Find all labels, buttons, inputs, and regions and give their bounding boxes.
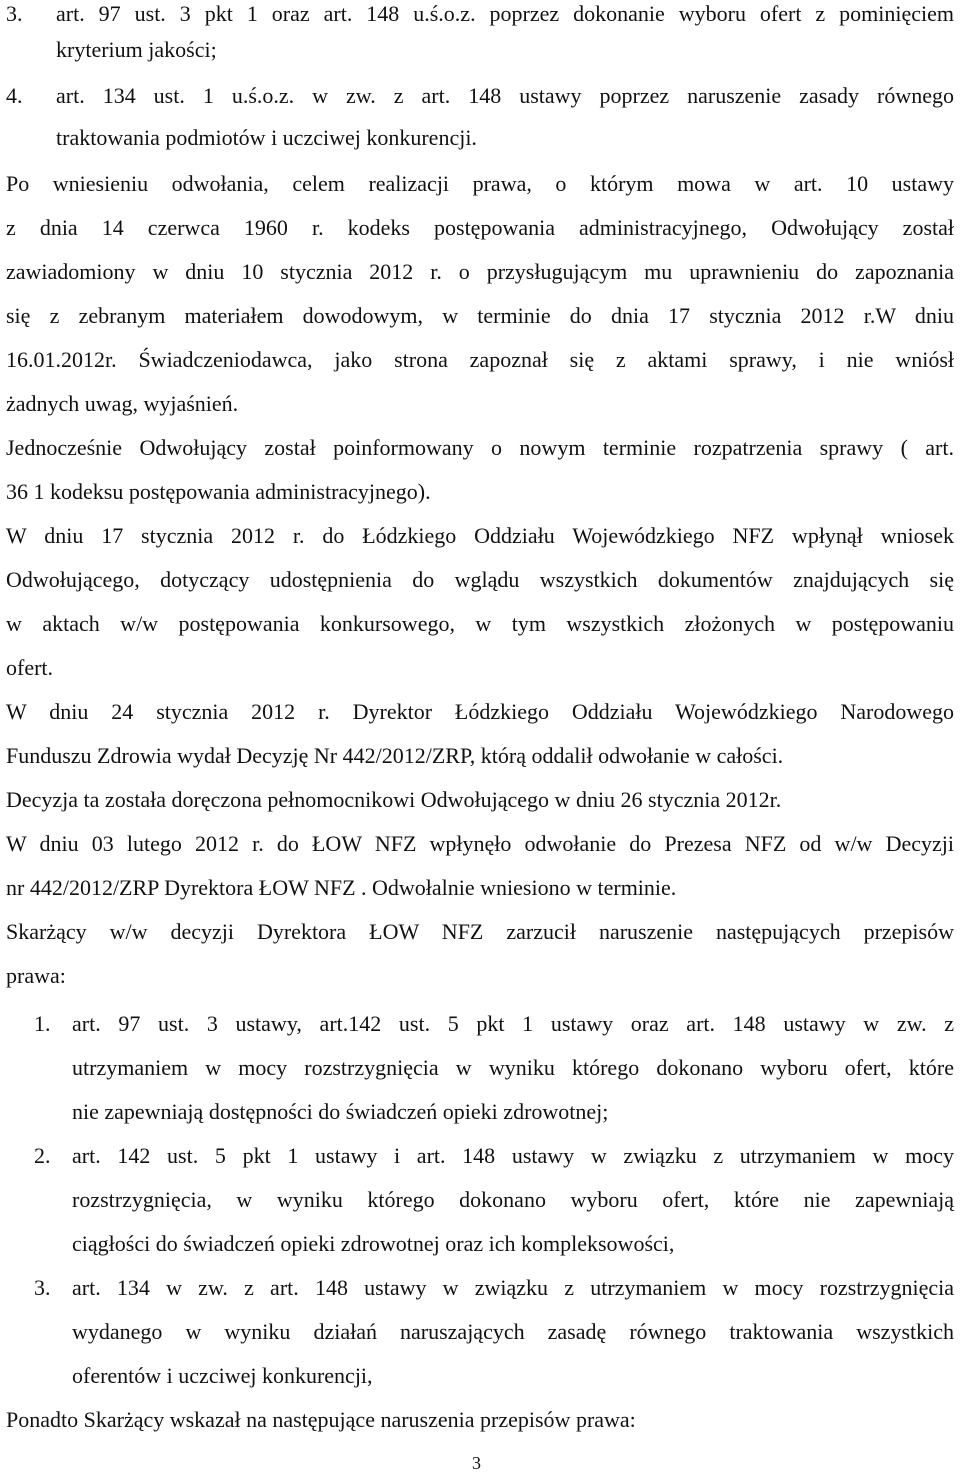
- list-item-line: rozstrzygnięcia, w wyniku którego dokonano wyboru ofert, które nie zapewniają: [72, 1187, 954, 1212]
- body-line: Odwołującego, dotyczący udostępnienia do wglądu wszystkich dokumentów znajdujących się: [6, 567, 954, 592]
- list-item-line: traktowania podmiotów i uczciwej konkurencji.: [56, 125, 477, 150]
- body-line: w aktach w/w postępowania konkursowego, w tym wszystkich złożonych w postępowaniu: [6, 611, 954, 636]
- body-line: żadnych uwag, wyjaśnień.: [6, 391, 239, 416]
- body-line: ofert.: [6, 655, 54, 680]
- body-line: nr 442/2012/ZRP Dyrektora ŁOW NFZ . Odwołalnie wniesiono w terminie.: [6, 875, 677, 900]
- body-line: W dniu 24 stycznia 2012 r. Dyrektor Łódzkiego Oddziału Wojewódzkiego Narodowego: [6, 699, 954, 724]
- body-line: się z zebranym materiałem dowodowym, w terminie do dnia 17 stycznia 2012 r.W dniu: [6, 303, 954, 328]
- body-line: Decyzja ta została doręczona pełnomocnikowi Odwołującego w dniu 26 stycznia 2012r.: [6, 787, 782, 812]
- list-item-line: oferentów i uczciwej konkurencji,: [72, 1363, 373, 1388]
- body-line: zawiadomiony w dniu 10 stycznia 2012 r. o przysługującym mu uprawnieniu do zapoznania: [6, 259, 954, 284]
- closing-line: Ponadto Skarżący wskazał na następujące naruszenia przepisów prawa:: [6, 1407, 636, 1432]
- list-item-line: art. 142 ust. 5 pkt 1 ustawy i art. 148 ustawy w związku z utrzymaniem w mocy: [72, 1143, 954, 1168]
- list-number: 3.: [34, 1275, 51, 1300]
- body-line: Jednocześnie Odwołujący został poinformowany o nowym terminie rozpatrzenia sprawy ( art.: [6, 435, 954, 460]
- list-item-line: nie zapewniają dostępności do świadczeń opieki zdrowotnej;: [72, 1099, 609, 1124]
- body-line: W dniu 03 lutego 2012 r. do ŁOW NFZ wpłynęło odwołanie do Prezesa NFZ od w/w Decyzji: [6, 831, 954, 856]
- page-number: 3: [472, 1453, 481, 1473]
- list-number: 2.: [34, 1143, 51, 1168]
- list-item-line: wydanego w wyniku działań naruszających zasadę równego traktowania wszystkich: [72, 1319, 954, 1344]
- body-line: W dniu 17 stycznia 2012 r. do Łódzkiego Oddziału Wojewódzkiego NFZ wpłynął wniosek: [6, 523, 954, 548]
- list-item-line: kryterium jakości;: [56, 37, 217, 62]
- list-number: 3.: [6, 1, 23, 26]
- list-item-line: art. 134 ust. 1 u.ś.o.z. w zw. z art. 148 ustawy poprzez naruszenie zasady równego: [56, 83, 954, 108]
- body-line: 16.01.2012r. Świadczeniodawca, jako strona zapoznał się z aktami sprawy, i nie wniósł: [6, 347, 954, 372]
- list-number: 1.: [34, 1011, 51, 1036]
- body-line: prawa:: [6, 963, 66, 988]
- list-number: 4.: [6, 83, 23, 108]
- list-item-line: ciągłości do świadczeń opieki zdrowotnej oraz ich kompleksowości,: [72, 1231, 675, 1256]
- body-line: z dnia 14 czerwca 1960 r. kodeks postępowania administracyjnego, Odwołujący został: [6, 215, 954, 240]
- list-item-line: utrzymaniem w mocy rozstrzygnięcia w wyniku którego dokonano wyboru ofert, które: [72, 1055, 954, 1080]
- body-line: Po wniesieniu odwołania, celem realizacji prawa, o którym mowa w art. 10 ustawy: [6, 171, 954, 196]
- list-item-line: art. 134 w zw. z art. 148 ustawy w związku z utrzymaniem w mocy rozstrzygnięcia: [72, 1275, 954, 1300]
- list-item-line: art. 97 ust. 3 ustawy, art.142 ust. 5 pkt 1 ustawy oraz art. 148 ustawy w zw. z: [72, 1011, 954, 1036]
- body-line: 36 1 kodeksu postępowania administracyjnego).: [6, 479, 431, 504]
- list-item-line: art. 97 ust. 3 pkt 1 oraz art. 148 u.ś.o.z. poprzez dokonanie wyboru ofert z pominięciem: [56, 1, 954, 26]
- body-line: Funduszu Zdrowia wydał Decyzję Nr 442/2012/ZRP, którą oddalił odwołanie w całości.: [6, 743, 784, 768]
- body-line: Skarżący w/w decyzji Dyrektora ŁOW NFZ zarzucił naruszenie następujących przepisów: [6, 919, 954, 944]
